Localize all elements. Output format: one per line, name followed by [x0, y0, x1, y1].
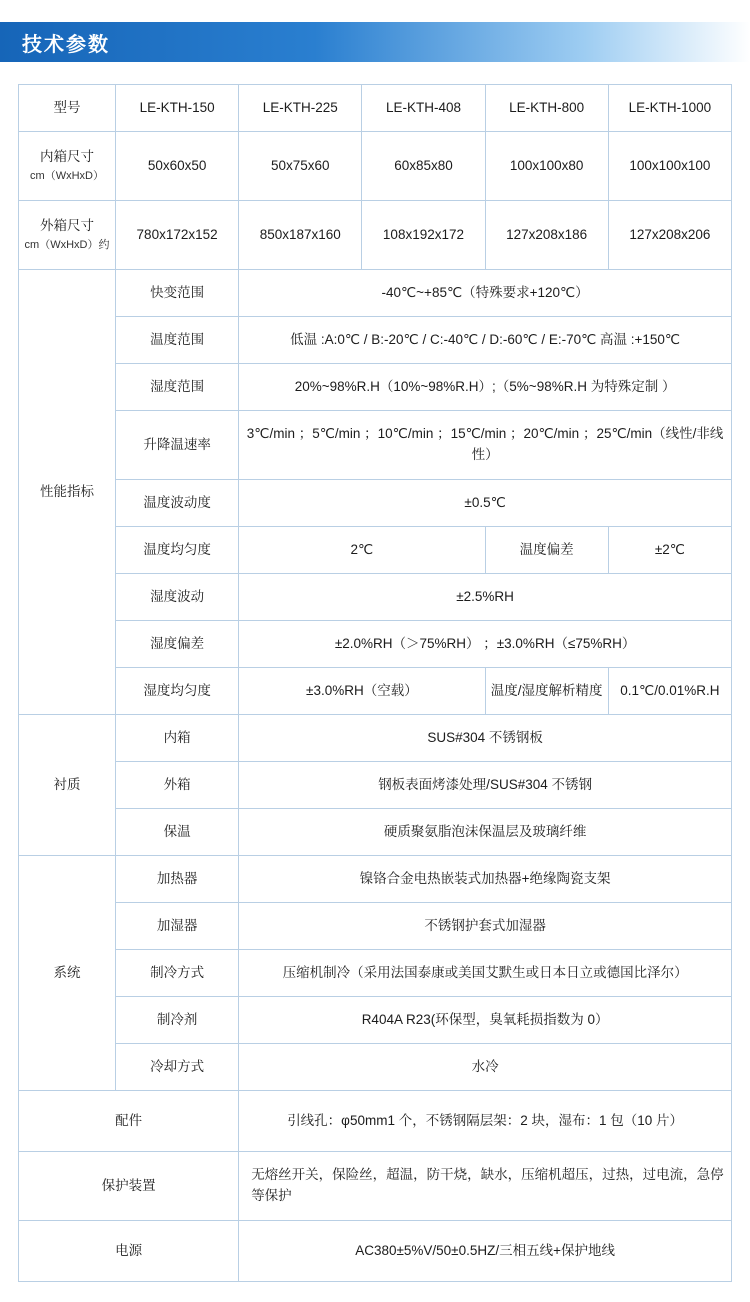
- outer-size-cell-4: 127x208x186: [485, 201, 608, 270]
- perf-name-fast-change: 快变范围: [116, 270, 239, 317]
- material-name-insulation: 保温: [116, 809, 239, 856]
- outer-size-label-main: 外箱尺寸: [40, 217, 94, 233]
- table-row-outer-size: [19, 201, 732, 270]
- perf-value-temp-range: 低温 :A:0℃ / B:-20℃ / C:-40℃ / D:-60℃ / E:-70℃ 高温 :+150℃: [239, 317, 732, 364]
- page-title: 技术参数: [22, 33, 110, 56]
- perf-name-humidity-uniformity: 湿度均匀度: [116, 668, 239, 715]
- row-label-accessories: 配件: [19, 1091, 239, 1152]
- perf-label-resolution: 温度/湿度解析精度: [485, 668, 608, 715]
- row-label-inner-size: [19, 132, 116, 201]
- system-name-cooling-method: 制冷方式: [116, 950, 239, 997]
- row-label-protection: 保护装置: [19, 1152, 239, 1221]
- table-row-perf-humidity-deviation: [19, 621, 732, 668]
- table-row-perf-humidity-uniformity: [19, 668, 732, 715]
- accessories-value: 引线孔：φ50mm1 个，不锈钢隔层架：2 块，湿布：1 包（10 片）: [239, 1091, 732, 1152]
- table-row-system-cooling-method: [19, 950, 732, 997]
- perf-value-resolution: 0.1℃/0.01%R.H: [608, 668, 731, 715]
- system-value-humidifier: 不锈钢护套式加湿器: [239, 903, 732, 950]
- table-row-system-humidifier: [19, 903, 732, 950]
- table-row-perf-temp-range: [19, 317, 732, 364]
- table-row-material-inner: [19, 715, 732, 762]
- model-cell-5: LE-KTH-1000: [608, 85, 731, 132]
- material-value-inner: SUS#304 不锈钢板: [239, 715, 732, 762]
- model-cell-1: LE-KTH-150: [116, 85, 239, 132]
- table-row-system-refrigerant: [19, 997, 732, 1044]
- table-row-perf-humidity-range: [19, 364, 732, 411]
- table-row-system-cooling-type: [19, 1044, 732, 1091]
- inner-size-label-main: 内箱尺寸: [40, 148, 94, 164]
- inner-size-cell-3: 60x85x80: [362, 132, 485, 201]
- outer-size-label-sub: cm（WxHxD）约: [24, 239, 110, 252]
- table-row-perf-fast-change: [19, 270, 732, 317]
- table-row-model: [19, 85, 732, 132]
- spec-table-wrapper: [0, 62, 750, 1302]
- row-label-power: 电源: [19, 1221, 239, 1282]
- perf-value-fast-change: -40℃~+85℃（特殊要求+120℃）: [239, 270, 732, 317]
- inner-size-cell-5: 100x100x100: [608, 132, 731, 201]
- outer-size-cell-2: 850x187x160: [239, 201, 362, 270]
- outer-size-cell-3: 108x192x172: [362, 201, 485, 270]
- inner-size-cell-4: 100x100x80: [485, 132, 608, 201]
- perf-name-temp-uniformity: 温度均匀度: [116, 527, 239, 574]
- perf-value-humidity-range: 20%~98%R.H（10%~98%R.H）;（5%~98%R.H 为特殊定制 ）: [239, 364, 732, 411]
- perf-name-humidity-range: 湿度范围: [116, 364, 239, 411]
- table-row-system-heater: [19, 856, 732, 903]
- system-name-refrigerant: 制冷剂: [116, 997, 239, 1044]
- material-name-outer: 外箱: [116, 762, 239, 809]
- outer-size-cell-5: 127x208x206: [608, 201, 731, 270]
- system-value-cooling-type: 水冷: [239, 1044, 732, 1091]
- perf-name-humidity-deviation: 湿度偏差: [116, 621, 239, 668]
- power-value: AC380±5%V/50±0.5HZ/三相五线+保护地线: [239, 1221, 732, 1282]
- system-value-cooling-method: 压缩机制冷（采用法国泰康或美国艾默生或日本日立或德国比泽尔）: [239, 950, 732, 997]
- material-value-insulation: 硬质聚氨脂泡沫保温层及玻璃纤维: [239, 809, 732, 856]
- perf-name-humidity-fluctuation: 湿度波动: [116, 574, 239, 621]
- protection-value: 无熔丝开关，保险丝，超温，防干烧，缺水，压缩机超压，过热，过电流，急停等保护: [239, 1152, 732, 1221]
- system-value-heater: 镍铬合金电热嵌装式加热器+绝缘陶瓷支架: [239, 856, 732, 903]
- model-cell-3: LE-KTH-408: [362, 85, 485, 132]
- perf-value-temp-uniformity: 2℃: [239, 527, 485, 574]
- inner-size-cell-1: 50x60x50: [116, 132, 239, 201]
- perf-name-temp-range: 温度范围: [116, 317, 239, 364]
- perf-name-temp-fluctuation: 温度波动度: [116, 480, 239, 527]
- perf-value-temp-fluctuation: ±0.5℃: [239, 480, 732, 527]
- material-value-outer: 钢板表面烤漆处理/SUS#304 不锈钢: [239, 762, 732, 809]
- inner-size-cell-2: 50x75x60: [239, 132, 362, 201]
- table-row-inner-size: [19, 132, 732, 201]
- table-row-material-insulation: [19, 809, 732, 856]
- table-row-perf-temp-uniformity: [19, 527, 732, 574]
- model-cell-2: LE-KTH-225: [239, 85, 362, 132]
- model-cell-4: LE-KTH-800: [485, 85, 608, 132]
- system-name-cooling-type: 冷却方式: [116, 1044, 239, 1091]
- table-row-material-outer: [19, 762, 732, 809]
- outer-size-cell-1: 780x172x152: [116, 201, 239, 270]
- perf-label-temp-deviation: 温度偏差: [485, 527, 608, 574]
- table-row-power: [19, 1221, 732, 1282]
- table-row-perf-ramp-rate: [19, 411, 732, 480]
- perf-value-humidity-uniformity: ±3.0%RH（空载）: [239, 668, 485, 715]
- system-name-humidifier: 加湿器: [116, 903, 239, 950]
- perf-value-ramp-rate: 3℃/min ；5℃/min ；10℃/min ；15℃/min ；20℃/min ；25℃/min（线性/非线性）: [239, 411, 732, 480]
- page-banner: [0, 22, 750, 62]
- row-label-model: 型号: [19, 85, 116, 132]
- table-row-perf-temp-fluctuation: [19, 480, 732, 527]
- material-name-inner: 内箱: [116, 715, 239, 762]
- perf-value-humidity-fluctuation: ±2.5%RH: [239, 574, 732, 621]
- table-row-protection: [19, 1152, 732, 1221]
- spec-table: [18, 84, 732, 1282]
- row-label-system: 系统: [19, 856, 116, 1091]
- row-label-outer-size: [19, 201, 116, 270]
- perf-value-temp-deviation: ±2℃: [608, 527, 731, 574]
- inner-size-label-sub: cm（WxHxD）: [30, 170, 104, 183]
- system-value-refrigerant: R404A R23(环保型，臭氧耗损指数为 0）: [239, 997, 732, 1044]
- row-label-material: 衬质: [19, 715, 116, 856]
- table-row-accessories: [19, 1091, 732, 1152]
- system-name-heater: 加热器: [116, 856, 239, 903]
- perf-value-humidity-deviation: ±2.0%RH（＞75%RH） ；±3.0%RH（≤75%RH）: [239, 621, 732, 668]
- row-label-performance: 性能指标: [19, 270, 116, 715]
- perf-name-ramp-rate: 升降温速率: [116, 411, 239, 480]
- table-row-perf-humidity-fluctuation: [19, 574, 732, 621]
